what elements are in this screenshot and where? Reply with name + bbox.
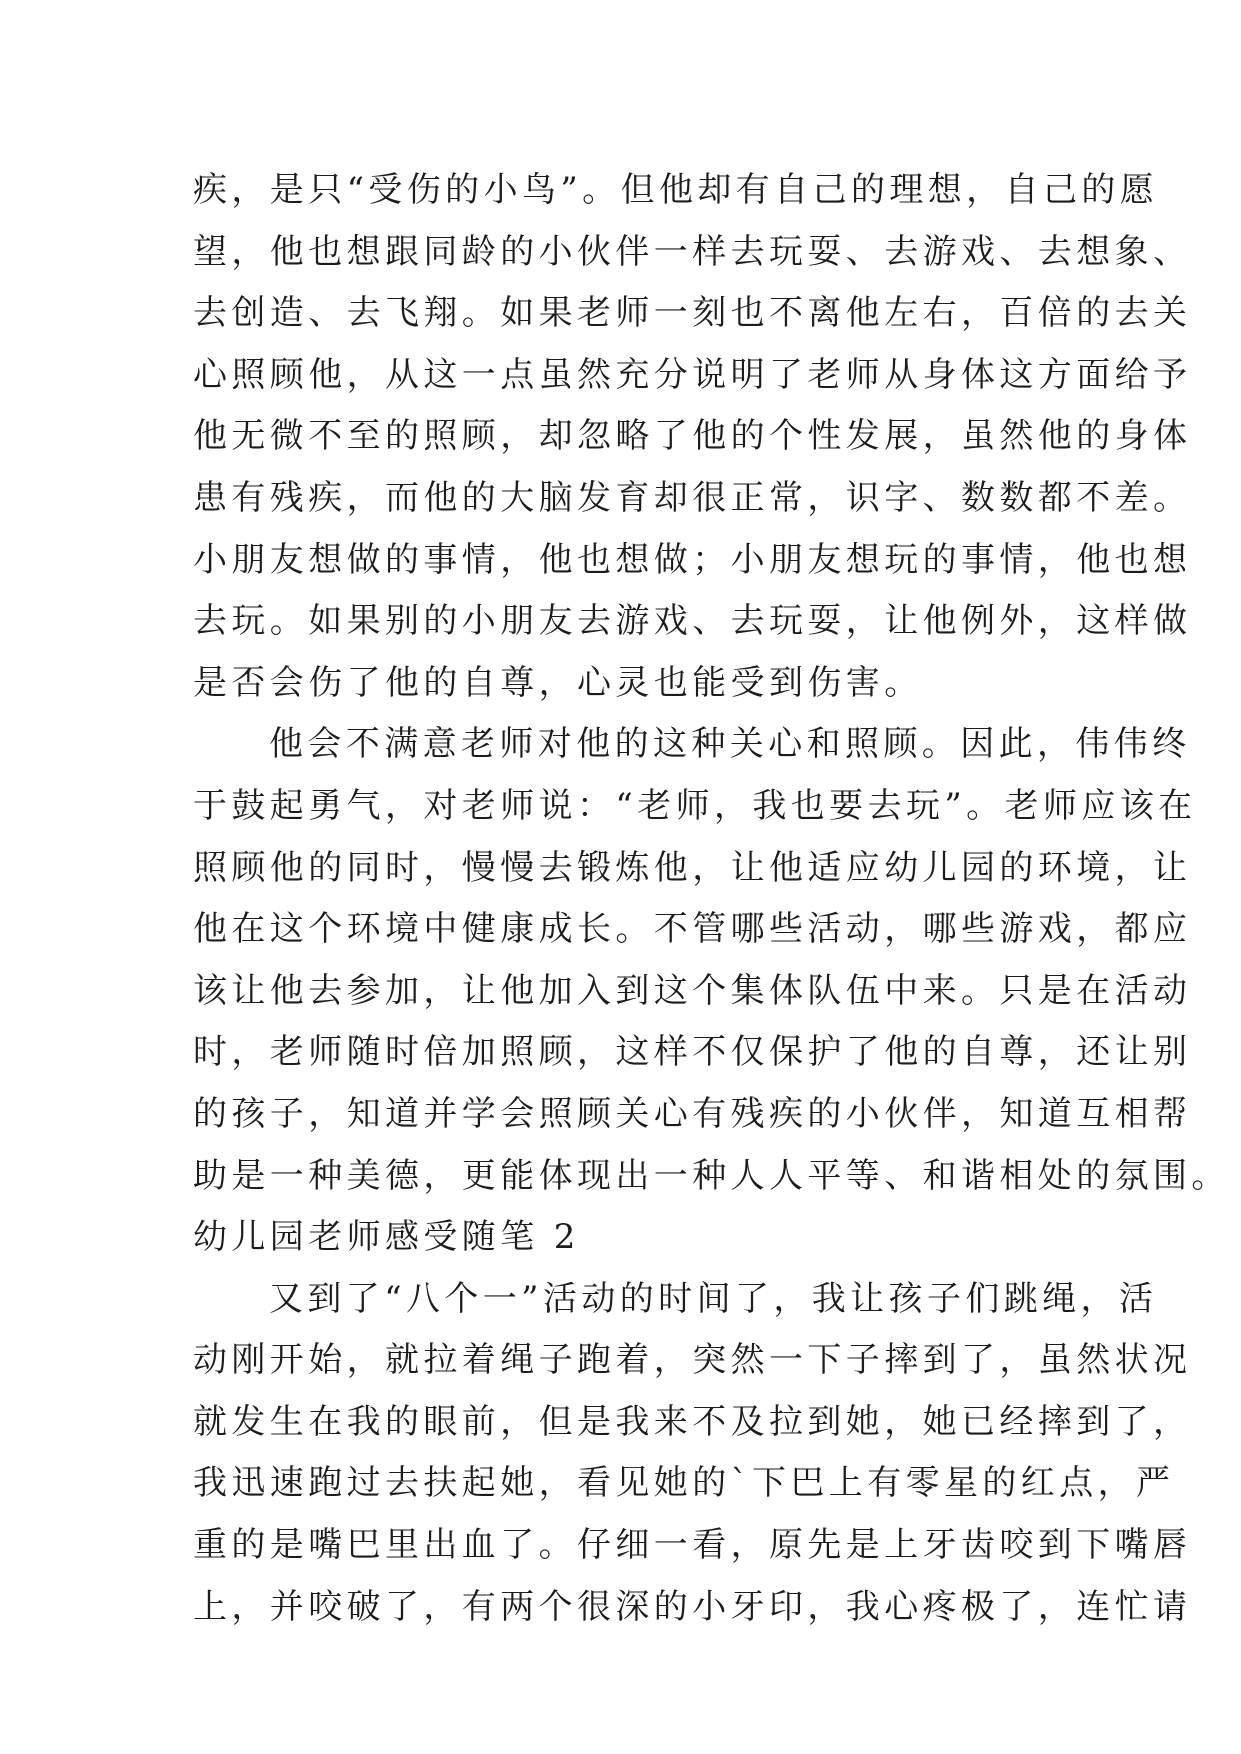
text-line: 心照顾他，从这一点虽然充分说明了老师从身体这方面给予 <box>193 354 1192 395</box>
text-line: 照顾他的同时，慢慢去锻炼他，让他适应幼儿园的环境，让 <box>193 847 1192 888</box>
paragraph-3 <box>193 1269 1192 1639</box>
text-line: 重的是嘴巴里出血了。仔细一看，原先是上牙齿咬到下嘴唇 <box>193 1525 1192 1566</box>
text-line: 他会不满意老师对他的这种关心和照顾。因此，伟伟终 <box>269 724 1191 765</box>
text-line: 小朋友想做的事情，他也想做；小朋友想玩的事情，他也想 <box>193 539 1192 580</box>
text-line: 去玩。如果别的小朋友去游戏、去玩耍，让他例外，这样做 <box>193 601 1192 642</box>
text-line: 该让他去参加，让他加入到这个集体队伍中来。只是在活动 <box>193 970 1192 1011</box>
text-line: 时，老师随时倍加照顾，这样不仅保护了他的自尊，还让别 <box>193 1032 1192 1073</box>
text-line: 上，并咬破了，有两个很深的小牙印，我心疼极了，连忙请 <box>193 1586 1192 1627</box>
text-line: 动刚开始，就拉着绳子跑着，突然一下子摔到了，虽然状况 <box>193 1340 1192 1381</box>
text-line: 他无微不至的照顾，却忽略了他的个性发展，虽然他的身体 <box>193 416 1192 457</box>
text-line: 的孩子，知道并学会照顾关心有残疾的小伙伴，知道互相帮 <box>193 1093 1192 1134</box>
text-line: 患有残疾，而他的大脑发育却很正常，识字、数数都不差。 <box>193 477 1192 518</box>
text-line: 就发生在我的眼前，但是我来不及拉到她，她已经摔到了， <box>193 1401 1192 1442</box>
text-line: 去创造、去飞翔。如果老师一刻也不离他左右，百倍的去关 <box>193 293 1192 334</box>
text-line: 又到了“八个一”活动的时间了，我让孩子们跳绳，活 <box>269 1278 1158 1319</box>
paragraph-2 <box>193 714 1230 1207</box>
text-line: 他在这个环境中健康成长。不管哪些活动，哪些游戏，都应 <box>193 909 1192 950</box>
text-line: 于鼓起勇气，对老师说：“老师，我也要去玩”。老师应该在 <box>193 785 1197 826</box>
text-line: 是否会伤了他的自尊，心灵也能受到伤害。 <box>193 662 923 703</box>
text-line: 我迅速跑过去扶起她，看见她的`下巴上有零星的红点，严 <box>193 1463 1175 1504</box>
text-line: 疾，是只“受伤的小鸟”。但他却有自己的理想，自己的愿 <box>193 170 1159 210</box>
document-body <box>193 160 1230 1638</box>
text-line: 望，他也想跟同龄的小伙伴一样去玩耍、去游戏、去想象、 <box>193 231 1192 272</box>
paragraph-1 <box>193 160 1192 714</box>
section-heading: 幼儿园老师感受随笔 2 <box>193 1217 580 1258</box>
text-line: 助是一种美德，更能体现出一种人人平等、和谐相处的氛围。 <box>193 1155 1230 1196</box>
